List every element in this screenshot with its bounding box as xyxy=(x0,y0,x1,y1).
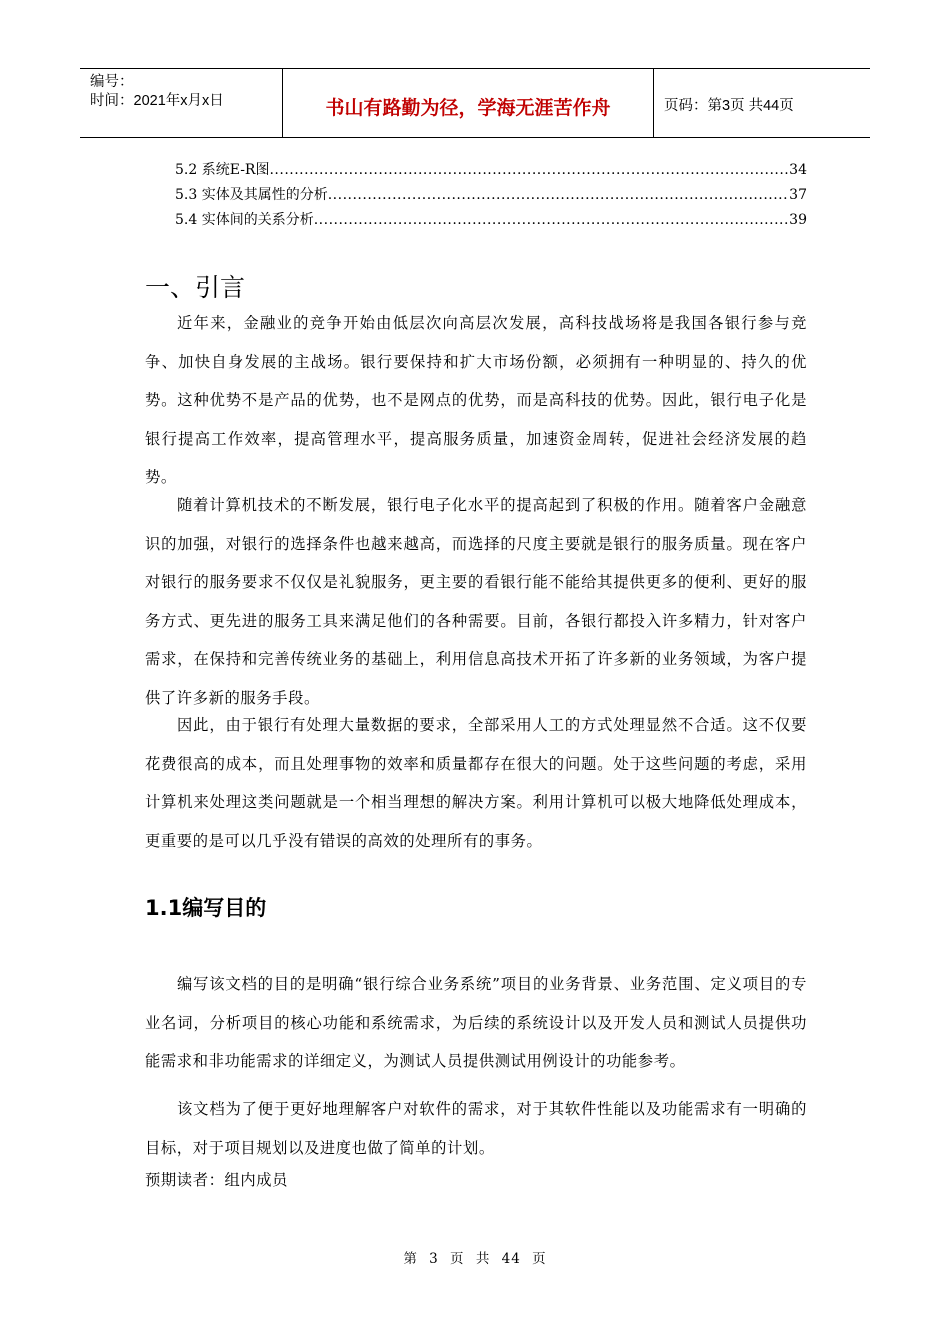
footer-page-number: 第 3 页 共 44 页 xyxy=(403,1251,547,1267)
page-footer xyxy=(0,1247,950,1267)
doc-number-label: 编号： xyxy=(90,74,134,90)
toc-leader xyxy=(314,210,789,230)
section-heading-introduction: 一、引言 xyxy=(145,273,246,302)
header-motto-cell xyxy=(283,69,654,137)
paragraph: 随着计算机技术的不断发展，银行电子化水平的提高起到了积极的作用。随着客户金融意识的加强，对银行的选择条件也越来越高，而选择的尺度主要就是银行的服务质量。现在客户对银行的服务要求不仅仅是礼貌服务，更主要的看银行能不能给其提供更多的便利、更好的服务方式、更先进的服务工具来满足他们的各种需要。目前，各银行都投入许多精力，针对客户需求，在保持和完善传统业务的基础上，利用信息高技术开拓了许多新的业务领域，为客户提供了许多新的服务手段。 xyxy=(145,496,807,707)
paragraph: 编写该文档的目的是明确“银行综合业务系统”项目的业务背景、业务范围、定义项目的专业名词，分析项目的核心功能和系统需求，为后续的系统设计以及开发人员和测试人员提供功能需求和非功能需求的详细定义，为测试人员提供测试用例设计的功能参考。 xyxy=(145,975,807,1070)
expected-readers: 预期读者：组内成员 xyxy=(145,1171,289,1189)
paragraph: 近年来，金融业的竞争开始由低层次向高层次发展，高科技战场将是我国各银行参与竞争、加快自身发展的主战场。银行要保持和扩大市场份额，必须拥有一种明显的、持久的优势。这种优势不是产品的优势，也不是网点的优势，而是高科技的优势。因此，银行电子化是银行提高工作效率，提高管理水平，提高服务质量，加速资金周转，促进社会经济发展的趋势。 xyxy=(145,314,807,486)
section-heading-purpose: 1.1编写目的 xyxy=(145,896,267,920)
toc-entry-title: 5.4 实体间的关系分析 xyxy=(175,212,314,228)
toc-entry-page: 39 xyxy=(789,212,807,228)
toc-entry-page: 34 xyxy=(789,162,807,178)
toc-entry-title: 5.3 实体及其属性的分析 xyxy=(175,187,328,203)
page-header xyxy=(80,68,870,138)
toc-entry[interactable] xyxy=(175,185,807,205)
toc-entry-page: 37 xyxy=(789,187,807,203)
toc-entry[interactable] xyxy=(175,210,807,230)
toc-entry-title: 5.2 系统E-R图 xyxy=(175,162,270,178)
header-motto: 书山有路勤为径，学海无涯苦作舟 xyxy=(325,97,611,119)
header-meta xyxy=(80,69,283,137)
toc-entry[interactable] xyxy=(175,160,807,180)
paragraph: 因此，由于银行有处理大量数据的要求，全部采用人工的方式处理显然不合适。这不仅要花费很高的成本，而且处理事物的效率和质量都存在很大的问题。处于这些问题的考虑，采用计算机来处理这类问题就是一个相当理想的解决方案。利用计算机可以极大地降低处理成本，更重要的是可以几乎没有错误的高效的处理所有的事务。 xyxy=(145,716,807,850)
doc-date: 时间：2021年x月x日 xyxy=(90,93,224,109)
header-page-cell xyxy=(654,69,870,137)
toc-leader xyxy=(269,160,789,180)
toc-leader xyxy=(328,185,789,205)
paragraph: 该文档为了便于更好地理解客户对软件的需求，对于其软件性能以及功能需求有一明确的目标，对于项目规划以及进度也做了简单的计划。 xyxy=(145,1100,807,1157)
header-page-info: 页码：第3页 共44页 xyxy=(664,98,794,114)
